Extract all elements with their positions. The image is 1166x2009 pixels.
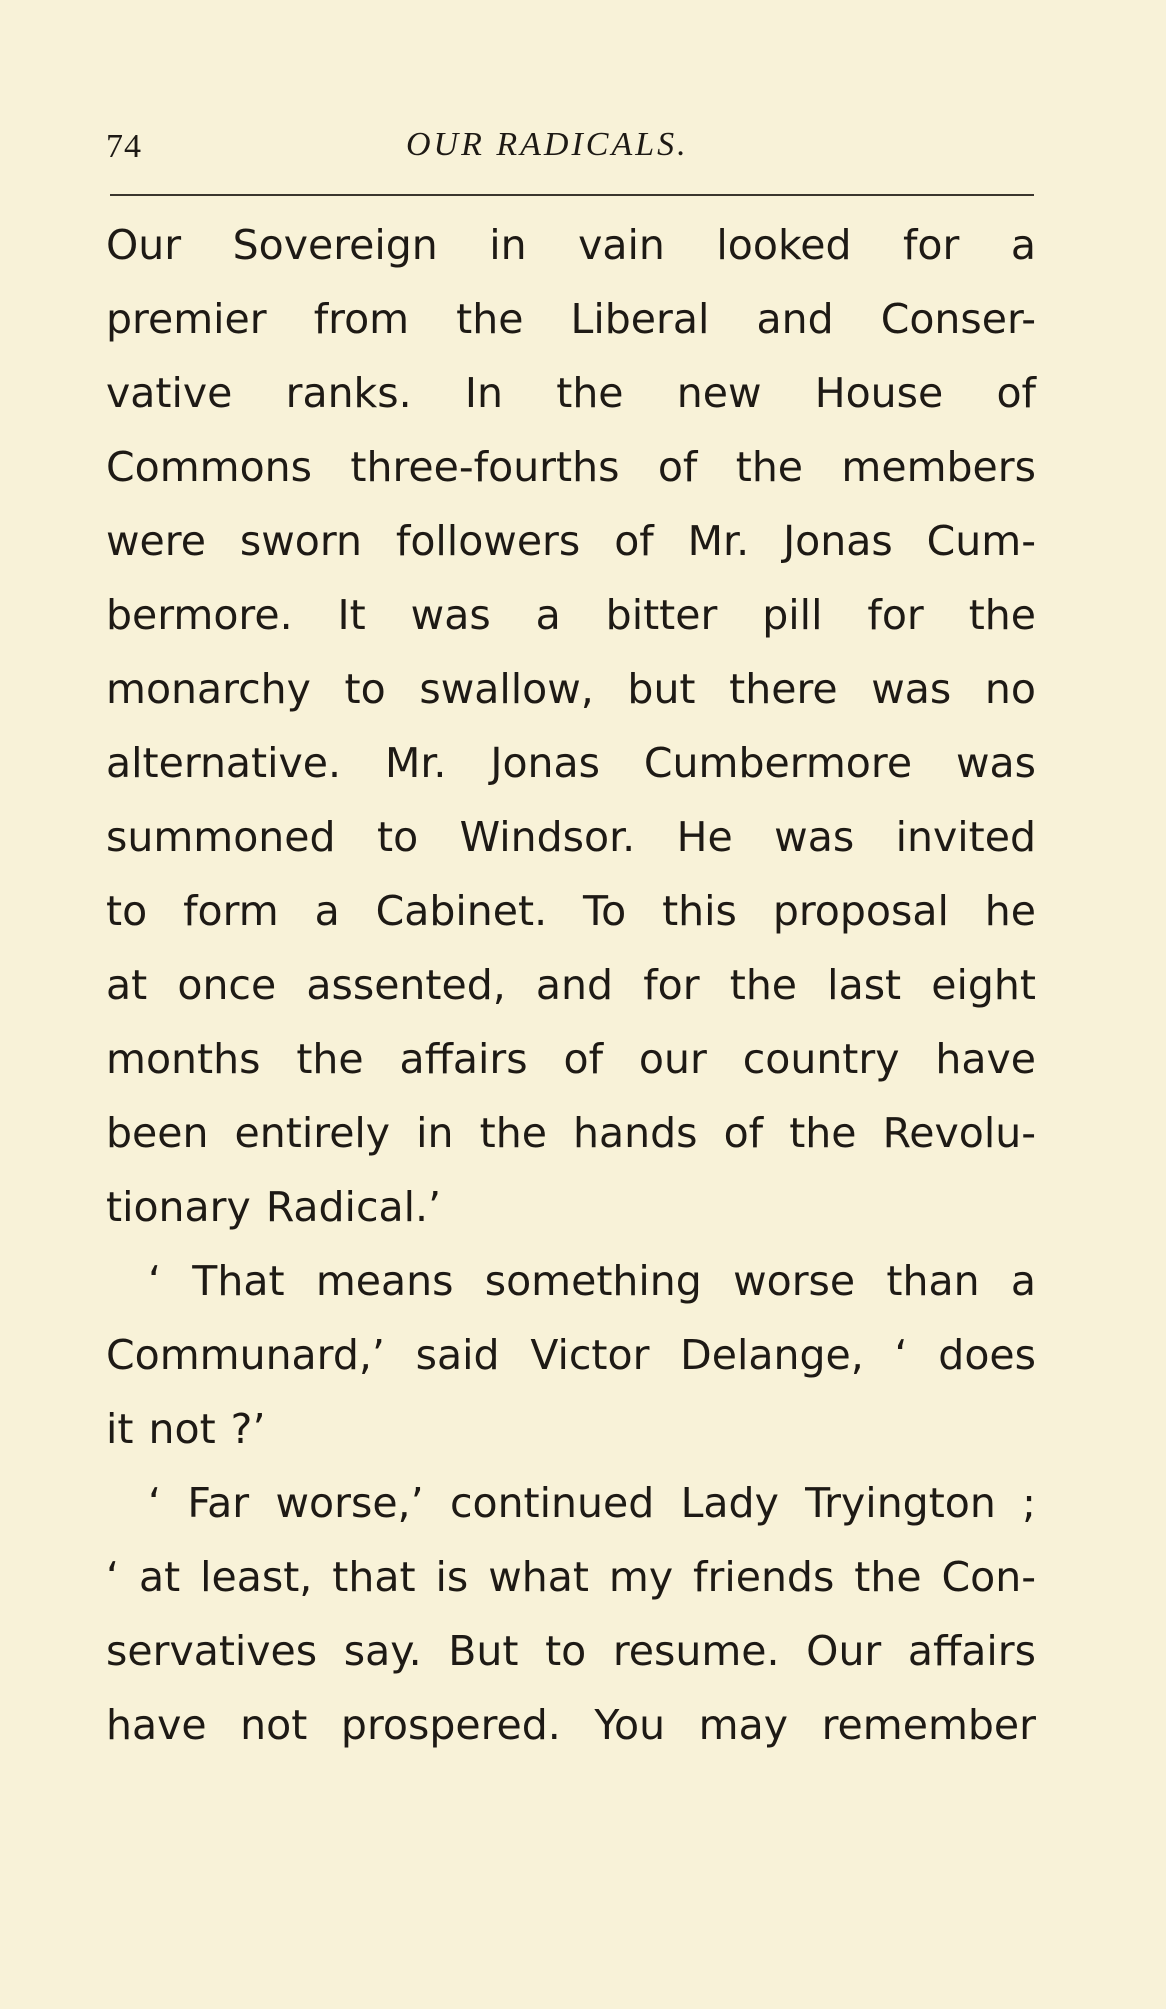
text-line: summoned to Windsor. He was invited xyxy=(106,813,1036,861)
text-line: at once assented, and for the last eight xyxy=(106,961,1036,1009)
text-line: have not prospered. You may remember xyxy=(106,1701,1036,1749)
running-title: OUR RADICALS. xyxy=(406,126,689,163)
text-line: bermore. It was a bitter pill for the xyxy=(106,591,1036,639)
page-number: 74 xyxy=(106,128,142,165)
text-line: were sworn followers of Mr. Jonas Cum- xyxy=(106,517,1036,565)
text-line: ‘ at least, that is what my friends the Con- xyxy=(106,1553,1036,1601)
text-line: it not ?’ xyxy=(106,1405,266,1453)
text-line: servatives say. But to resume. Our affairs xyxy=(106,1627,1036,1675)
text-line: Our Sovereign in vain looked for a xyxy=(106,221,1036,269)
text-line: months the affairs of our country have xyxy=(106,1035,1036,1083)
text-line: been entirely in the hands of the Revolu- xyxy=(106,1109,1036,1157)
running-head xyxy=(106,128,1034,178)
text-line: Commons three-fourths of the members xyxy=(106,443,1036,491)
text-line: tionary Radical.’ xyxy=(106,1183,442,1231)
text-line: to form a Cabinet. To this proposal he xyxy=(106,887,1036,935)
text-line: Communard,’ said Victor Delange, ‘ does xyxy=(106,1331,1036,1379)
body-text xyxy=(106,208,1036,1762)
text-line: ‘ Far worse,’ continued Lady Tryington ; xyxy=(148,1479,1036,1527)
text-line: alternative. Mr. Jonas Cumbermore was xyxy=(106,739,1036,787)
text-line: vative ranks. In the new House of xyxy=(106,369,1036,417)
text-line: premier from the Liberal and Conser- xyxy=(106,295,1036,343)
header-rule xyxy=(110,194,1034,196)
text-line: monarchy to swallow, but there was no xyxy=(106,665,1036,713)
text-line: ‘ That means something worse than a xyxy=(148,1257,1036,1305)
